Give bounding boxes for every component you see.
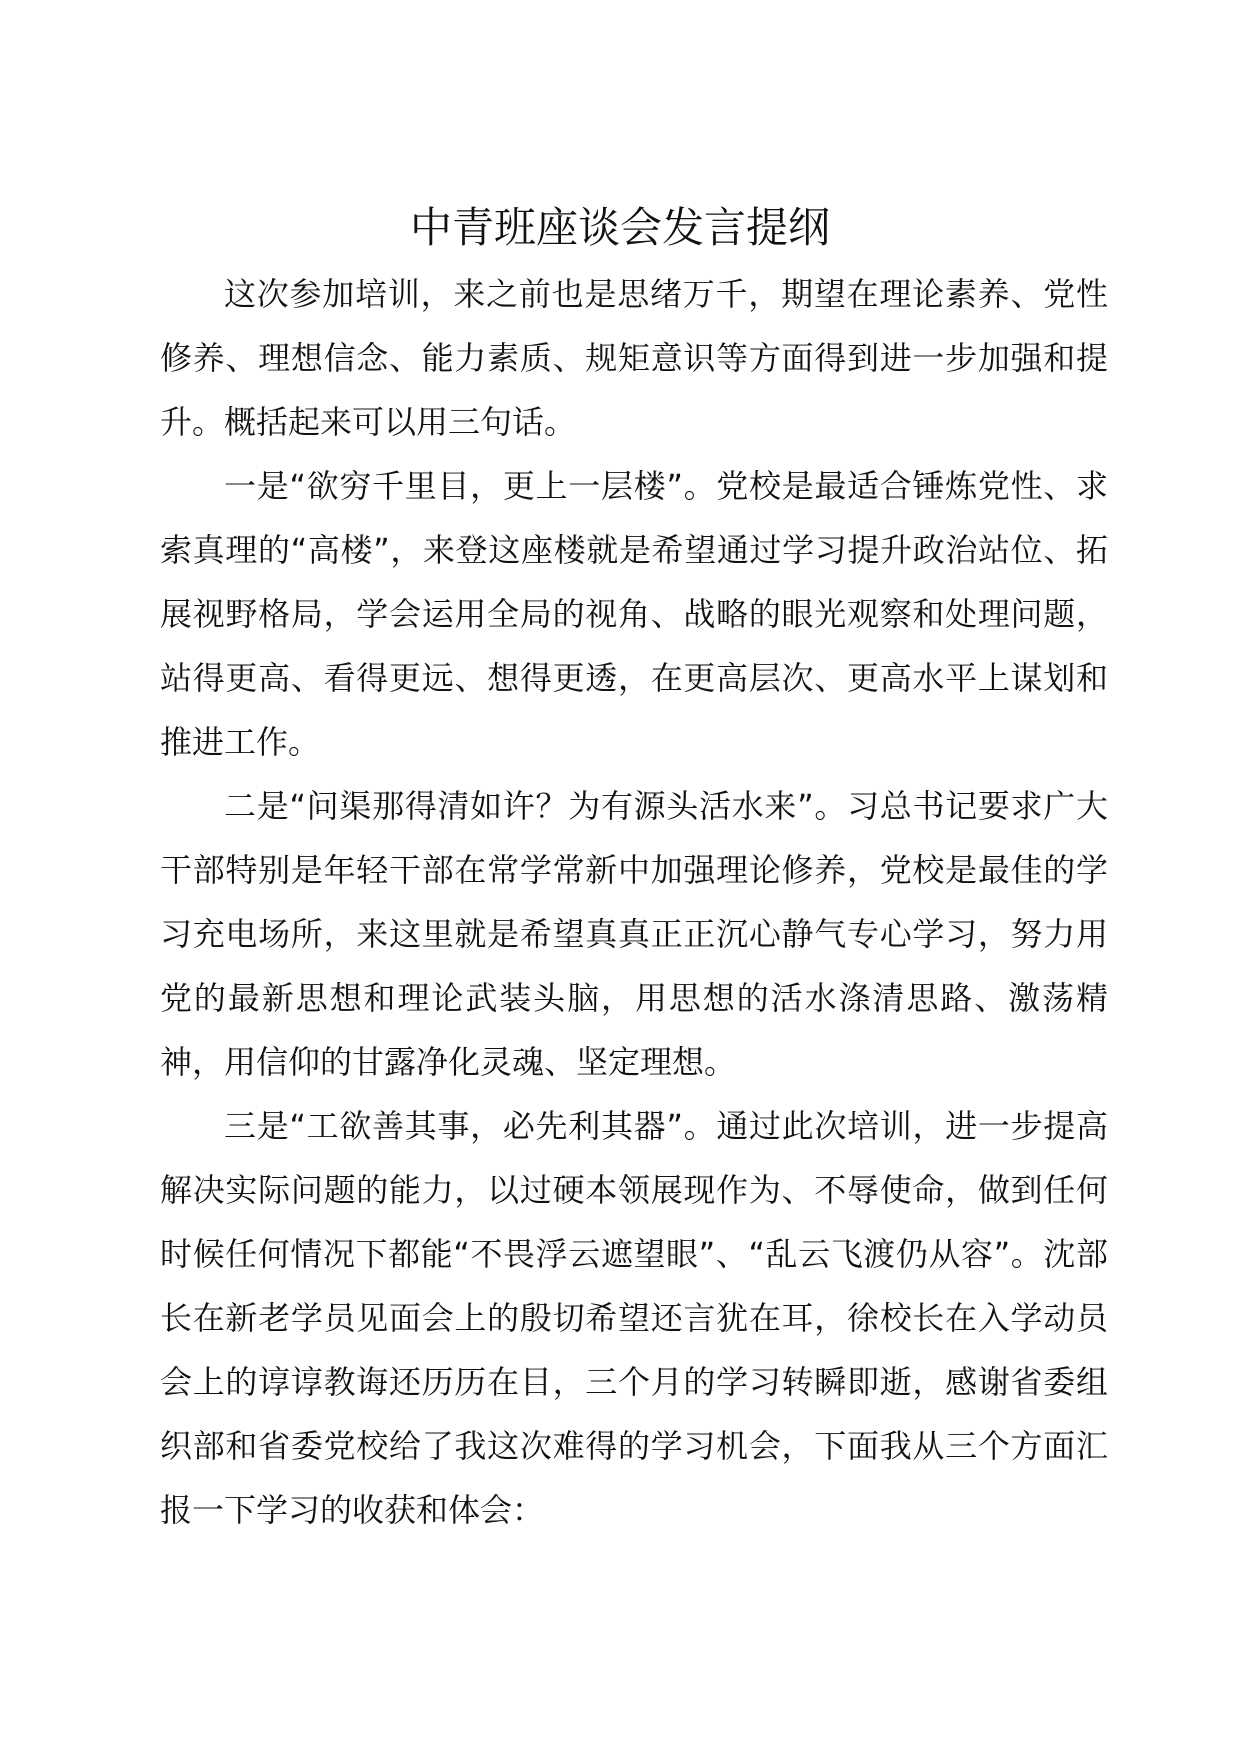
paragraph-point-three: 三是“工欲善其事，必先利其器”。通过此次培训，进一步提高解决实际问题的能力，以过硬本领展现作为、不辱使命，做到任何时候任何情况下都能“不畏浮云遮望眼”、“乱云飞渡仍从容”。沈部长在新老学员见面会上的殷切希望还言犹在耳，徐校长在入学动员会上的谆谆教诲还历历在目，三个月的学习转瞬即逝，感谢省委组织部和省委党校给了我这次难得的学习机会，下面我从三个方面汇报一下学习的收获和体会： — [160, 1107, 1108, 1529]
document-title: 中青班座谈会发言提纲 — [409, 203, 830, 252]
paragraph-point-two: 二是“问渠那得清如许？为有源头活水来”。习总书记要求广大干部特别是年轻干部在常学常新中加强理论修养，党校是最佳的学习充电场所，来这里就是希望真真正正沉心静气专心学习，努力用党的最新思想和理论武装头脑，用思想的活水涤清思路、激荡精神，用信仰的甘露净化灵魂、坚定理想。 — [160, 787, 1108, 1081]
paragraph-intro: 这次参加培训，来之前也是思绪万千，期望在理论素养、党性修养、理想信念、能力素质、规矩意识等方面得到进一步加强和提升。概括起来可以用三句话。 — [160, 275, 1108, 441]
document-body — [160, 262, 1108, 1542]
paragraph-point-one: 一是“欲穷千里目，更上一层楼”。党校是最适合锤炼党性、求索真理的“高楼”，来登这座楼就是希望通过学习提升政治站位、拓展视野格局，学会运用全局的视角、战略的眼光观察和处理问题，站得更高、看得更远、想得更透，在更高层次、更高水平上谋划和推进工作。 — [160, 467, 1108, 761]
